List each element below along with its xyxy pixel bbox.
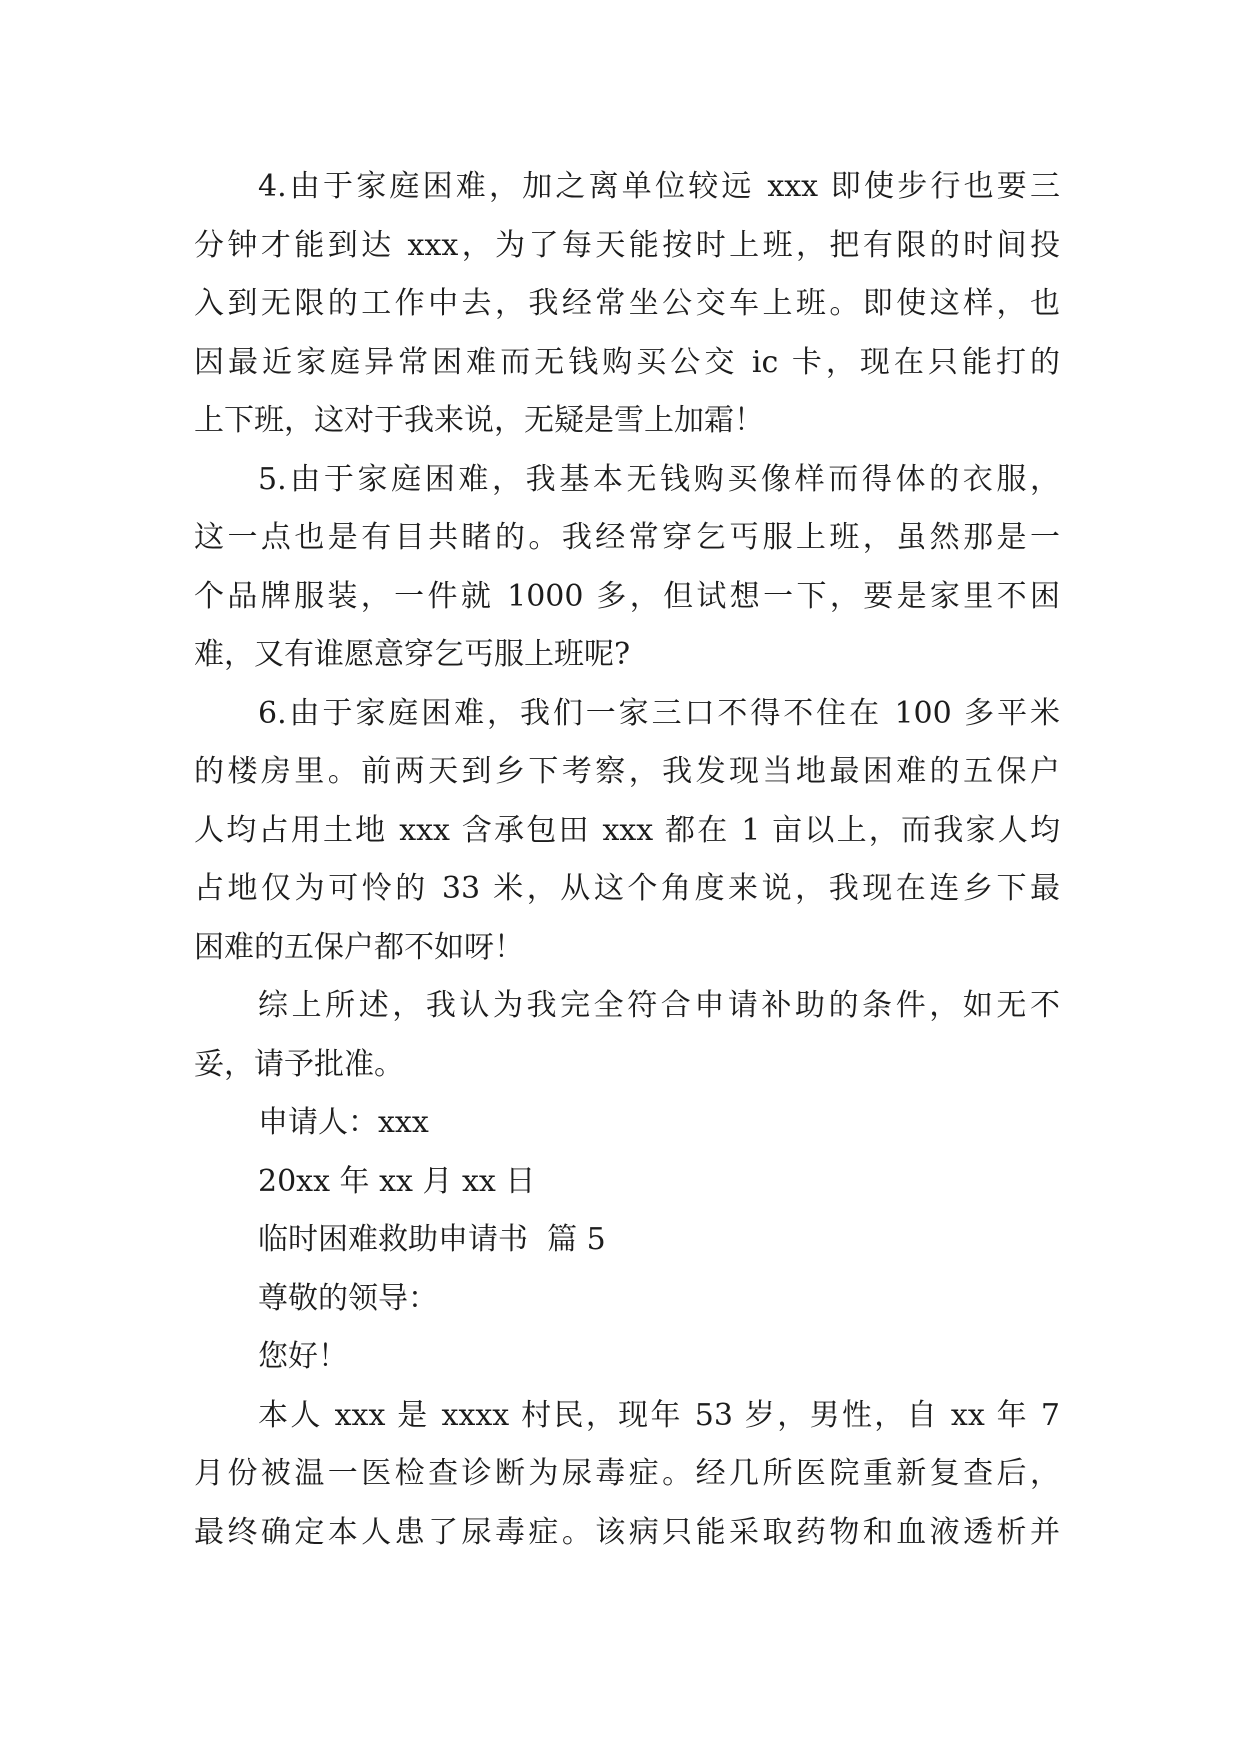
text-line: 妥，请予批准。 <box>194 1046 404 1082</box>
salutation <box>194 1270 1060 1329</box>
text-line: 人均占用土地 xxx 含承包田 xxx 都在 1 亩以上，而我家人均 <box>194 812 1060 848</box>
paragraph-intro <box>194 1387 1060 1563</box>
text-line: 申请人：xxx <box>258 1105 429 1140</box>
text-line: 因最近家庭异常困难而无钱购买公交 ic 卡，现在只能打的 <box>194 344 1060 380</box>
text-line: 个品牌服装，一件就 1000 多，但试想一下，要是家里不困 <box>194 578 1060 614</box>
paragraph-conclusion <box>194 977 1060 1094</box>
text-line: 这一点也是有目共睹的。我经常穿乞丐服上班，虽然那是一 <box>194 520 1060 555</box>
text-line: 最终确定本人患了尿毒症。该病只能采取药物和血液透析并 <box>194 1514 1060 1550</box>
text-line: 难，又有谁愿意穿乞丐服上班呢? <box>194 637 631 672</box>
text-line: 月份被温一医检查诊断为尿毒症。经几所医院重新复查后， <box>194 1456 1060 1491</box>
body-text <box>194 158 1060 1562</box>
text-line: 上下班，这对于我来说，无疑是雪上加霜！ <box>194 403 764 438</box>
text-line: 占地仅为可怜的 33 米，从这个角度来说，我现在连乡下最 <box>194 871 1060 906</box>
greeting <box>194 1328 1060 1387</box>
paragraph-item-4 <box>194 158 1060 451</box>
signature-date <box>194 1153 1060 1212</box>
text-line: 的楼房里。前两天到乡下考察，我发现当地最困难的五保户 <box>194 754 1060 789</box>
text-line: 5.由于家庭困难，我基本无钱购买像样而得体的衣服， <box>258 461 1060 497</box>
text-line: 综上所述，我认为我完全符合申请补助的条件，如无不 <box>258 988 1060 1023</box>
text-line: 入到无限的工作中去，我经常坐公交车上班。即使这样，也 <box>194 286 1060 321</box>
text-line: 您好！ <box>258 1339 348 1374</box>
text-line: 4.由于家庭困难，加之离单位较远 xxx 即使步行也要三 <box>258 169 1060 204</box>
text-line: 困难的五保户都不如呀！ <box>194 929 524 965</box>
text-line: 20xx 年 xx 月 xx 日 <box>258 1163 536 1199</box>
text-line: 尊敬的领导： <box>258 1280 438 1316</box>
paragraph-item-6 <box>194 685 1060 978</box>
text-line: 临时困难救助申请书 篇 5 <box>258 1222 606 1257</box>
section-title <box>194 1211 1060 1270</box>
text-line: 6.由于家庭困难，我们一家三口不得不住在 100 多平米 <box>258 695 1060 731</box>
text-line: 分钟才能到达 xxx，为了每天能按时上班，把有限的时间投 <box>194 227 1060 263</box>
paragraph-item-5 <box>194 451 1060 685</box>
signature-applicant <box>194 1094 1060 1153</box>
text-line: 本人 xxx 是 xxxx 村民，现年 53 岁，男性，自 xx 年 7 <box>258 1397 1060 1433</box>
